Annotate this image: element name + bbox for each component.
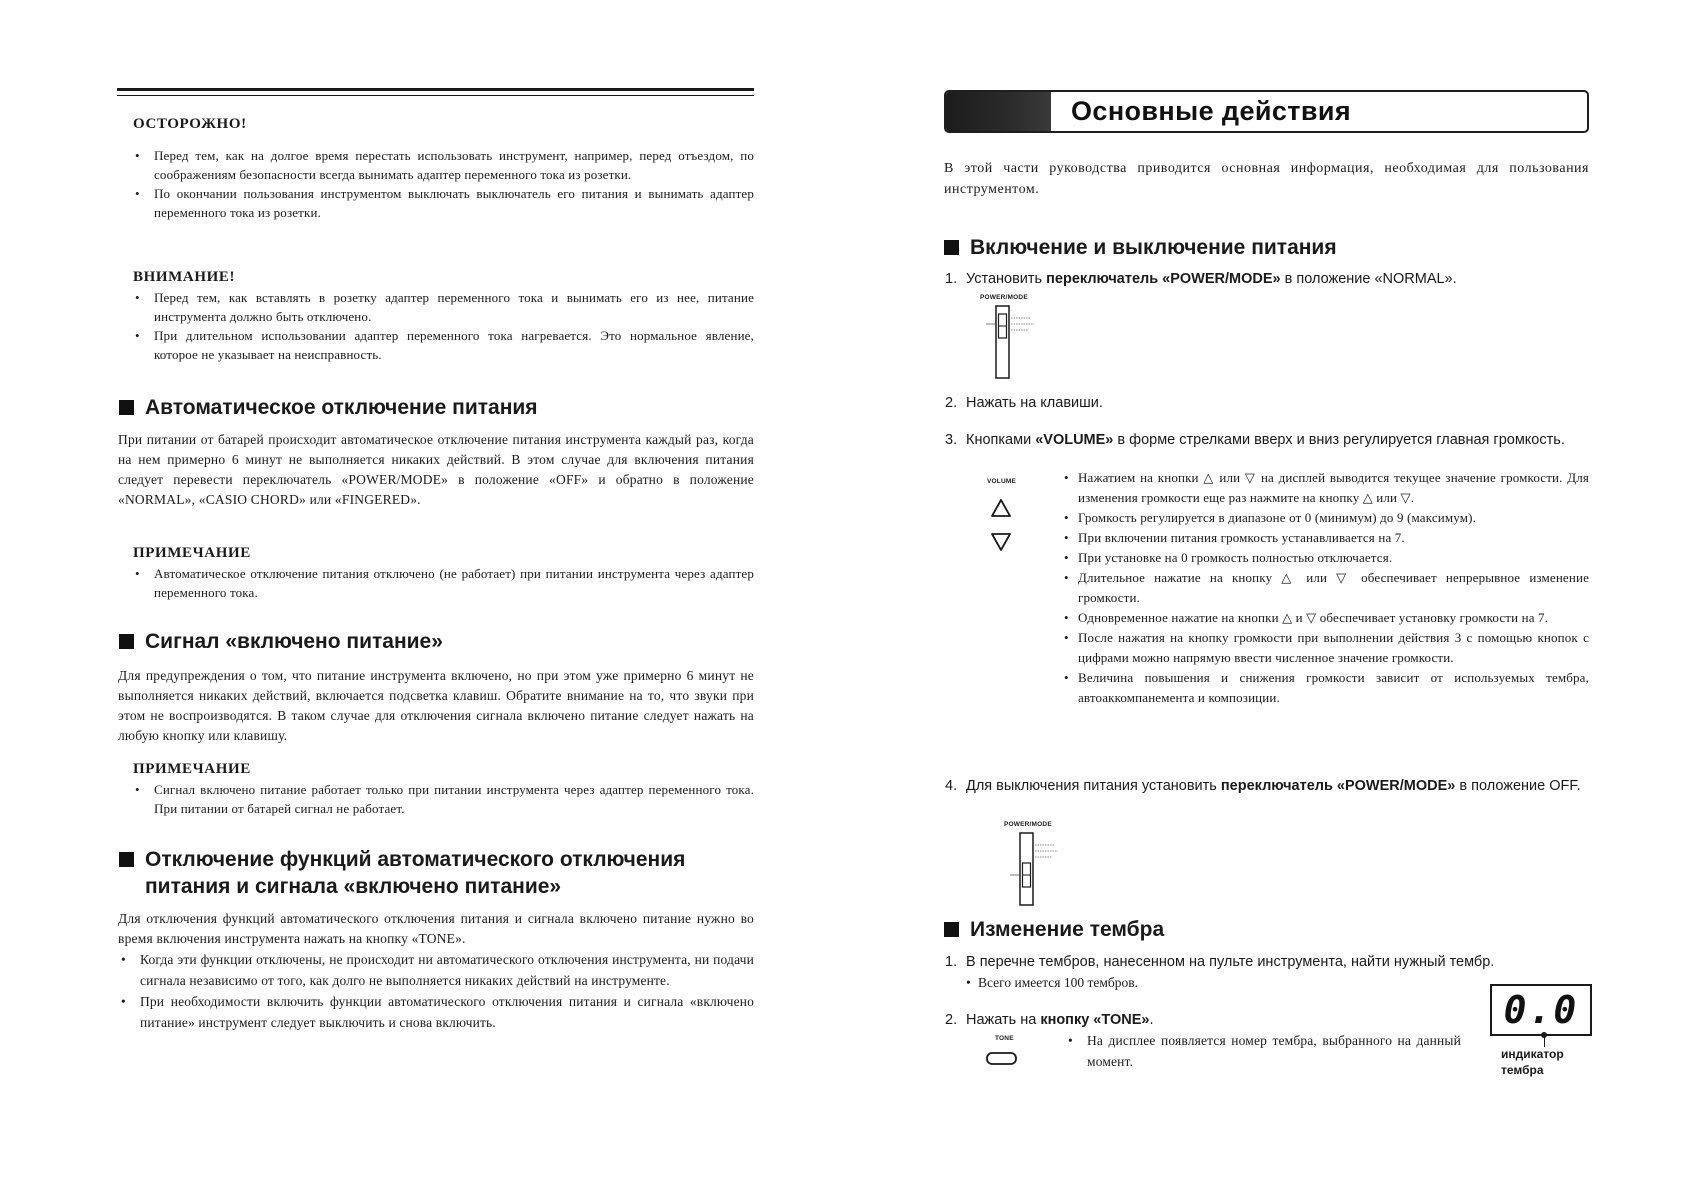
auto-off-paragraph: При питании от батарей происходит автоматическое отключение питания инструмента каждый раз, когда на нем примерно 6 минут не выполняется никаких действий. В этом случае для включения питания следует перевести переключатель «POWER/MODE» в положение «OFF» и обратно в положение «NORMAL», «CASIO CHORD» или «FINGERED». [118, 432, 754, 507]
tone-display-label: индикатор тембра [1501, 1047, 1564, 1077]
list-item: • Величина повышения и снижения громкости зависит от используемых тембра, автоаккомпанемента и композиции. [1064, 668, 1589, 708]
step-number: 2. [945, 395, 958, 411]
list-item: • При включении питания громкость устанавливается на 7. [1064, 528, 1589, 548]
list-item: • При установке на 0 громкость полностью отключается. [1064, 548, 1589, 568]
tone-display-value: 0.0 [1503, 988, 1579, 1032]
top-rule-thin [117, 95, 754, 96]
list-item: • На дисплее появляется номер тембра, выбранного на данный момент. [1066, 1030, 1461, 1072]
tone-step-2 [945, 1010, 1445, 1030]
power-mode-switch-normal-diagram [976, 302, 1056, 382]
intro-paragraph: В этой части руководства приводится основная информация, необходимая для пользования инструментом. [944, 161, 1589, 197]
step-text-bold: «VOLUME» [1035, 432, 1114, 448]
caution-list [133, 146, 754, 222]
power-step-4 [945, 776, 1589, 796]
list-item: • По окончании пользования инструментом выключать выключатель его питания и вынимать адаптер переменного тока из розетки. [133, 184, 754, 222]
power-signal-note-title: ПРИМЕЧАНИЕ [133, 761, 251, 777]
attention-list [133, 288, 754, 364]
list-item: • Длительное нажатие на кнопку △ или ▽ обеспечивает непрерывное изменение громкости. [1064, 568, 1589, 608]
list-item: • Перед тем, как на долгое время перестать использовать инструмент, например, перед отъездом, по соображениям безопасности всегда вынимать адаптер переменного тока из розетки. [133, 146, 754, 184]
top-rule-thick [117, 88, 754, 91]
step-number: 2. [945, 1012, 958, 1028]
volume-label: VOLUME [987, 478, 1017, 485]
step-text-pre: Нажать на [966, 1012, 1041, 1028]
step-text-post: в положение «NORMAL». [1280, 271, 1457, 287]
list-item: • Нажатием на кнопки △ или ▽ на дисплей выводится текущее значение громкости. Для изменения громкости еще раз нажмите на кнопку △ или ▽. [1064, 468, 1589, 508]
section-auto-off-heading [119, 394, 538, 421]
section-square-icon [944, 922, 959, 937]
disable-paragraph: Для отключения функций автоматического отключения питания и сигнала включено питание нужно во время включения инструмента нажать на кнопку «TONE». [118, 911, 754, 946]
chapter-banner [944, 90, 1589, 133]
section-square-icon [119, 852, 134, 867]
section-tone-heading [944, 916, 1164, 943]
list-item: • Сигнал включено питание работает только при питании инструмента через адаптер переменного тока. При питании от батарей сигнал не работает. [133, 780, 754, 818]
attention-title: ВНИМАНИЕ! [133, 269, 236, 285]
step-text-bold: переключатель «POWER/MODE» [1220, 778, 1456, 794]
list-item: • Когда эти функции отключены, не происходит ни автоматического отключения инструмента, ни подачи сигнала независимо от того, как долго не выполняется никаких действий на инструменте. [119, 949, 754, 991]
section-square-icon [119, 634, 134, 649]
section-power-heading [944, 234, 1337, 261]
section-square-icon [119, 400, 134, 415]
section-title: Изменение тембра [970, 918, 1165, 941]
step-text: Нажать на клавиши. [966, 395, 1103, 411]
step-text-pre: Для выключения питания установить [966, 778, 1221, 794]
chapter-title: Основные действия [1071, 96, 1352, 126]
tone-button-label: TONE [995, 1035, 1014, 1042]
list-item: • После нажатия на кнопку громкости при выполнении действия 3 с помощью кнопок с цифрами можно напрямую ввести численное значение громкости. [1064, 628, 1589, 668]
step-text-post: . [1149, 1012, 1154, 1028]
step-text-pre: Кнопками [966, 432, 1036, 448]
auto-off-note-title: ПРИМЕЧАНИЕ [133, 545, 251, 561]
step-text [966, 776, 1589, 796]
switch-label: POWER/MODE [980, 294, 1028, 301]
list-item: • Автоматическое отключение питания отключено (не работает) при питании инструмента через адаптер переменного тока. [133, 564, 754, 602]
step-text [966, 269, 1589, 289]
step-number: 1. [945, 954, 958, 970]
section-title: Сигнал «включено питание» [145, 630, 443, 653]
power-step-2 [945, 393, 1589, 413]
tone-button-icon [985, 1050, 1019, 1068]
section-disable-heading [119, 846, 685, 873]
volume-notes-list [1064, 468, 1589, 708]
step-text: В перечне тембров, нанесенном на пульте инструмента, найти нужный тембр. [966, 954, 1495, 970]
list-item: • Громкость регулируется в диапазоне от 0 (минимум) до 9 (максимум). [1064, 508, 1589, 528]
step-text-pre: Установить [966, 271, 1047, 287]
banner-dark-block [946, 92, 1051, 131]
power-mode-switch-off-diagram [1000, 829, 1080, 909]
list-item: • При необходимости включить функции автоматического отключения питания и сигнала «включено питание» инструмент следует выключить и снова включить. [119, 991, 754, 1033]
step-text [966, 1010, 1445, 1030]
section-title: Автоматическое отключение питания [145, 396, 538, 419]
auto-off-notes [133, 564, 754, 602]
section-power-signal-heading [119, 628, 443, 655]
list-item: • Одновременное нажатие на кнопки △ и ▽ обеспечивает установку громкости на 7. [1064, 608, 1589, 628]
step-number: 3. [945, 432, 958, 448]
step-number: 1. [945, 271, 958, 287]
volume-down-icon [989, 531, 1013, 553]
power-step-3 [945, 430, 1589, 450]
step-text-post: в положение OFF. [1455, 778, 1581, 794]
section-square-icon [944, 240, 959, 255]
tone-note-list [1066, 1030, 1461, 1072]
caution-title: ОСТОРОЖНО! [133, 116, 247, 132]
tone-step-1 [945, 952, 1589, 972]
power-step-1 [945, 269, 1589, 289]
step-number: 4. [945, 778, 958, 794]
step-text-bold: кнопку «TONE» [1040, 1012, 1150, 1028]
disable-list [119, 949, 754, 1033]
list-item: • Перед тем, как вставлять в розетку адаптер переменного тока и вынимать его из нее, питание инструмента должно быть отключено. [133, 288, 754, 326]
section-title-line1: Отключение функций автоматического отключения [145, 848, 686, 871]
step-text-bold: переключатель «POWER/MODE» [1046, 271, 1281, 287]
step-text [966, 430, 1589, 450]
list-item: • При длительном использовании адаптер переменного тока нагревается. Это нормальное явление, которое не указывает на неисправность. [133, 326, 754, 364]
tone-display [1490, 984, 1592, 1036]
power-signal-paragraph: Для предупреждения о том, что питание инструмента включено, но при этом уже примерно 6 минут не выполняется никаких действий, включается подсветка клавиш. Обратите внимание на то, что звуки при этом не воспроизводятся. В таком случае для отключения сигнала включено питание следует нажать на любую кнопку или клавишу. [118, 668, 754, 743]
step-text-post: в форме стрелками вверх и вниз регулируется главная громкость. [1113, 432, 1565, 448]
power-signal-notes [133, 780, 754, 818]
tone-step-1-sub: • Всего имеется 100 тембров. [966, 973, 1138, 993]
volume-up-icon [989, 497, 1013, 519]
switch-label: POWER/MODE [1004, 821, 1052, 828]
section-title-line2: питания и сигнала «включено питание» [145, 875, 562, 898]
section-title: Включение и выключение питания [970, 236, 1337, 259]
